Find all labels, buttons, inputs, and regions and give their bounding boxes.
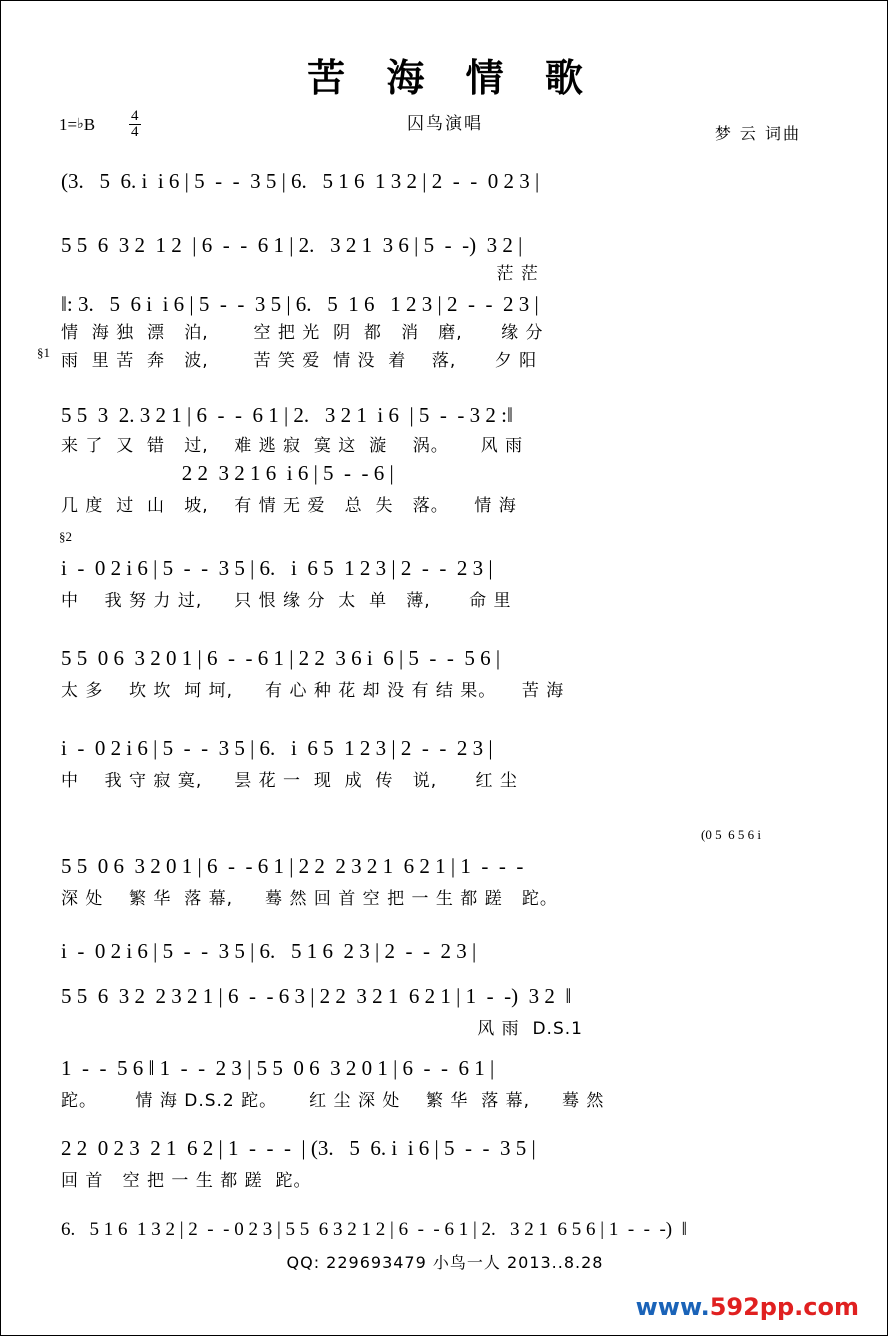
music-line-lyrics: 跎。 情 海 D.S.2 跎。 红 尘 深 处 繁 华 落 幕, 蓦 然 bbox=[61, 1091, 605, 1111]
composer-credit: 梦 云 词曲 bbox=[714, 124, 801, 143]
music-line-notes: 2 2 0 2 3 2 1 6 2 | 1 - - - | (3. 5 6. i i 6 | 5 - - 3 5 | bbox=[61, 1136, 536, 1160]
music-line-lyrics-verse2: 雨 里 苦 奔 波, 苦 笑 爱 情 没 着 落, 夕 阳 bbox=[61, 351, 538, 371]
music-line-notes: 5 5 0 6 3 2 0 1 | 6 - - 6 1 | 2 2 2 3 2 1 6 2 1 | 1 - - - bbox=[61, 854, 524, 878]
music-line-lyrics: 情 海 独 漂 泊, 空 把 光 阴 都 消 磨, 缘 分 bbox=[61, 323, 544, 343]
watermark-domain: 592pp.com bbox=[709, 1293, 859, 1321]
key-prefix: 1= bbox=[59, 115, 78, 134]
music-line-notes: i - 0 2 i 6 | 5 - - 3 5 | 6. i 6 5 1 2 3 | 2 - - 2 3 | bbox=[61, 556, 493, 580]
key-note: B bbox=[83, 115, 96, 134]
music-line-lyrics: 茫 茫 bbox=[61, 264, 539, 284]
music-line-notes: 5 5 3 2. 3 2 1 | 6 - - 6 1 | 2. 3 2 1 i 6 | 5 - - 3 2 :‖ bbox=[61, 403, 513, 427]
flat-icon: ♭ bbox=[77, 117, 84, 132]
music-line-lyrics: 来 了 又 错 过, 难 逃 寂 寞 这 漩 涡。 风 雨 bbox=[61, 436, 524, 456]
page-title: 苦 海 情 歌 bbox=[307, 56, 597, 100]
key-signature bbox=[59, 115, 95, 135]
music-line-lyrics: 中 我 守 寂 寞, 昙 花 一 现 成 传 说, 红 尘 bbox=[61, 771, 518, 791]
contact-footer: QQ: 229693479 小鸟一人 2013..8.28 bbox=[286, 1253, 604, 1272]
music-line-lyrics: 几 度 过 山 坡, 有 情 无 爱 总 失 落。 情 海 bbox=[61, 496, 517, 516]
music-line-notes: 1 - - 5 6 ‖ 1 - - 2 3 | 5 5 0 6 3 2 0 1 | 6 - - 6 1 | bbox=[61, 1056, 495, 1080]
music-line-notes: i - 0 2 i 6 | 5 - - 3 5 | 6. 5 1 6 2 3 | 2 - - 2 3 | bbox=[61, 939, 477, 963]
music-line-notes: 5 5 0 6 3 2 0 1 | 6 - - 6 1 | 2 2 3 6 i 6 | 5 - - 5 6 | bbox=[61, 646, 501, 670]
music-line-notes: 5 5 6 3 2 1 2 | 6 - - 6 1 | 2. 3 2 1 3 6 | 5 - -) 3 2 | bbox=[61, 233, 523, 257]
pickup-phrase: (0 5 6 5 6 i bbox=[701, 827, 761, 842]
music-line-notes: (3. 5 6. i i 6 | 5 - - 3 5 | 6. 5 1 6 1 3 2 | 2 - - 0 2 3 | bbox=[61, 169, 540, 193]
meter-numerator: 4 bbox=[131, 108, 139, 124]
segno-marker-2: §2 bbox=[59, 529, 72, 544]
music-line-lyrics: 中 我 努 力 过, 只 恨 缘 分 太 单 薄, 命 里 bbox=[61, 591, 512, 611]
music-line-notes: 6. 5 1 6 1 3 2 | 2 - - 0 2 3 | 5 5 6 3 2 1 2 | 6 - - 6 1 | 2. 3 2 1 6 5 6 | 1 - - -) ‖ bbox=[61, 1219, 687, 1240]
watermark-site bbox=[636, 1293, 859, 1321]
performer-subtitle: 囚鸟演唱 bbox=[407, 114, 483, 134]
time-signature bbox=[129, 109, 141, 140]
music-line-lyrics: 深 处 繁 华 落 幕, 蓦 然 回 首 空 把 一 生 都 蹉 跎。 bbox=[61, 889, 558, 909]
music-line-notes: i - 0 2 i 6 | 5 - - 3 5 | 6. i 6 5 1 2 3 | 2 - - 2 3 | bbox=[61, 736, 493, 760]
watermark-www: www. bbox=[635, 1293, 710, 1321]
music-line-notes: 2 2 3 2 1 6 i 6 | 5 - - 6 | bbox=[61, 461, 394, 485]
music-line-lyrics: 回 首 空 把 一 生 都 蹉 跎。 bbox=[61, 1171, 312, 1191]
music-line-notes: ‖: 3. 5 6 i i 6 | 5 - - 3 5 | 6. 5 1 6 1 2 3 | 2 - - 2 3 | bbox=[61, 292, 539, 316]
segno-marker-1: §1 bbox=[37, 345, 50, 360]
music-line-notes: 5 5 6 3 2 2 3 2 1 | 6 - - 6 3 | 2 2 3 2 1 6 2 1 | 1 - -) 3 2 ‖ bbox=[61, 984, 572, 1008]
music-line-lyrics: 风 雨 D.S.1 bbox=[61, 1019, 583, 1039]
music-line-lyrics: 太 多 坎 坎 坷 坷, 有 心 种 花 却 没 有 结 果。 苦 海 bbox=[61, 681, 565, 701]
meter-denominator: 4 bbox=[131, 124, 139, 140]
